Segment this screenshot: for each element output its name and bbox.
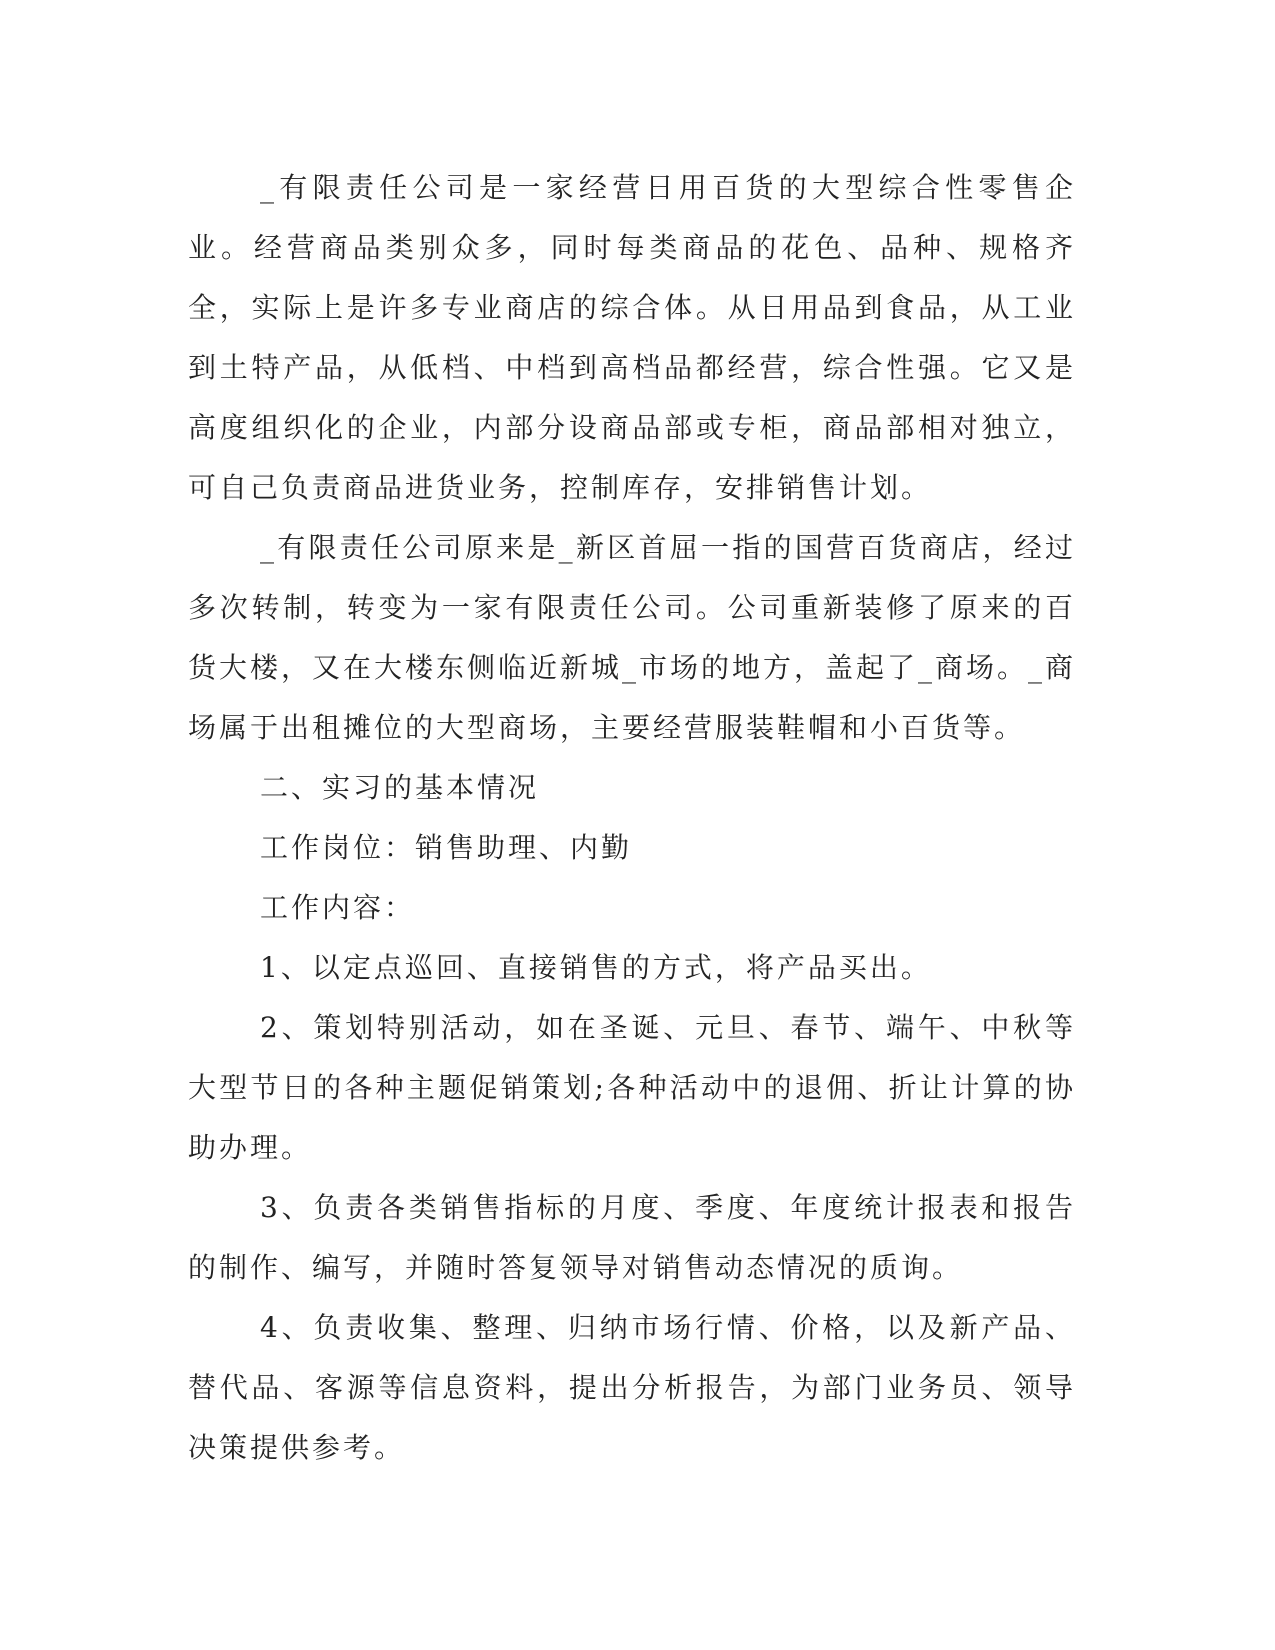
duty-item-3: 3、负责各类销售指标的月度、季度、年度统计报表和报告的制作、编写，并随时答复领导对销售动态情况的质询。 [188, 1191, 1076, 1284]
duty-item-2: 2、策划特别活动，如在圣诞、元旦、春节、端午、中秋等大型节日的各种主题促销策划;各种活动中的退佣、折让计算的协助办理。 [188, 1011, 1076, 1164]
section-heading-internship: 二、实习的基本情况 [260, 771, 540, 804]
document-body [188, 158, 1076, 1478]
job-position-line: 工作岗位：销售助理、内勤 [260, 831, 633, 864]
job-content-label: 工作内容： [260, 891, 416, 924]
duty-item-1: 1、以定点巡回、直接销售的方式，将产品买出。 [260, 951, 932, 984]
duty-item-4: 4、负责收集、整理、归纳市场行情、价格，以及新产品、替代品、客源等信息资料，提出分析报告，为部门业务员、领导决策提供参考。 [188, 1311, 1076, 1464]
company-intro-paragraph: _有限责任公司是一家经营日用百货的大型综合性零售企业。经营商品类别众多，同时每类商品的花色、品种、规格齐全，实际上是许多专业商店的综合体。从日用品到食品，从工业到土特产品，从低档、中档到高档品都经营，综合性强。它又是高度组织化的企业，内部分设商品部或专柜，商品部相对独立，可自己负责商品进货业务，控制库存，安排销售计划。 [188, 171, 1076, 504]
company-history-paragraph: _有限责任公司原来是_新区首屈一指的国营百货商店，经过多次转制，转变为一家有限责任公司。公司重新装修了原来的百货大楼，又在大楼东侧临近新城_市场的地方，盖起了_商场。_商场属于出租摊位的大型商场，主要经营服装鞋帽和小百货等。 [188, 531, 1077, 744]
